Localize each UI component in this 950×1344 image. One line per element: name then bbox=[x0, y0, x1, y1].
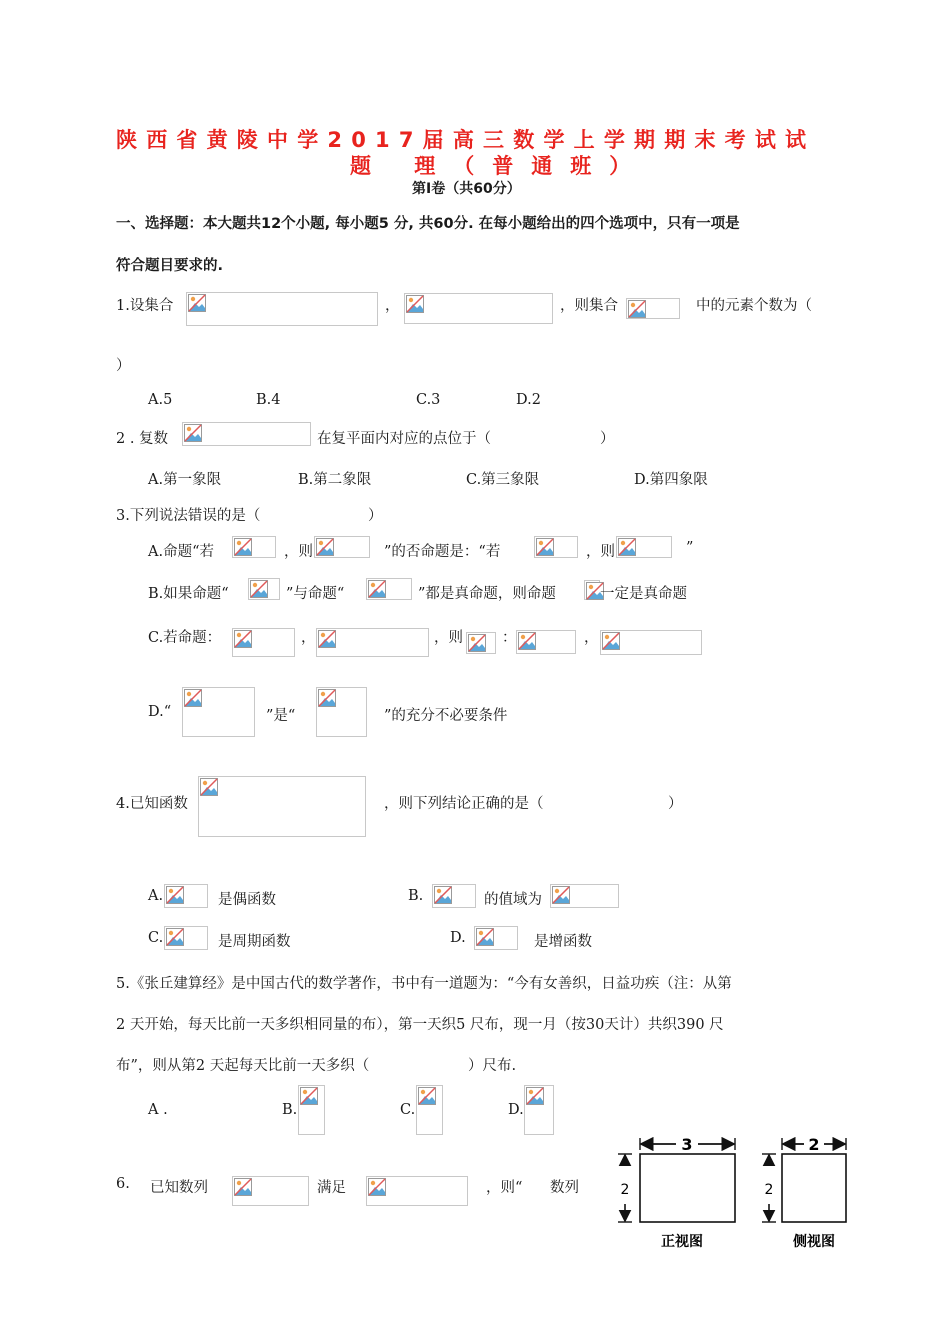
broken-image-icon bbox=[298, 1085, 325, 1135]
q1-text-4: 中的元素个数为（ bbox=[696, 298, 812, 314]
q3-c-text-3: ，则 bbox=[434, 630, 463, 646]
broken-image-icon bbox=[600, 630, 702, 655]
front-view-height-label: 2 bbox=[620, 1182, 630, 1198]
q3-a-text-2: ，则 bbox=[284, 544, 313, 560]
broken-image-icon bbox=[316, 628, 429, 657]
broken-image-icon bbox=[616, 536, 672, 558]
broken-image-icon bbox=[314, 536, 370, 558]
q3-a-text-4: ，则 bbox=[586, 544, 615, 560]
q3-c-text-4: ： bbox=[502, 630, 517, 646]
broken-image-icon bbox=[198, 776, 366, 837]
broken-image-icon bbox=[164, 884, 208, 908]
q3-c-text-5: ， bbox=[584, 630, 599, 646]
q3-d-text-3: ”的充分不必要条件 bbox=[384, 708, 508, 724]
broken-image-icon bbox=[416, 1085, 443, 1135]
section-instructions-2: 符合题目要求的. bbox=[116, 258, 224, 274]
q5-line-2: 2 天开始，每天比前一天多织相同量的布），第一天织5 尺布，现一月（按30天计）共织390 尺 bbox=[116, 1017, 724, 1033]
q5-option-c: C. bbox=[400, 1102, 416, 1118]
q4-option-c-label: C. bbox=[148, 930, 164, 946]
broken-image-icon bbox=[232, 1176, 309, 1206]
q4-option-d-label: D. bbox=[450, 930, 466, 946]
q2-option-a: A.第一象限 bbox=[148, 472, 222, 488]
broken-image-icon bbox=[626, 298, 680, 319]
broken-image-icon bbox=[248, 578, 280, 600]
q3-b-text-3: ”都是真命题，则命题 bbox=[418, 586, 556, 602]
title-line-2: 题 理（普通班） bbox=[350, 154, 649, 178]
q2-text-1: 2 . 复数 bbox=[116, 431, 169, 447]
q2-option-b: B.第二象限 bbox=[298, 472, 372, 488]
part-heading: 第Ⅰ卷（共60分） bbox=[412, 181, 521, 197]
section-instructions-1: 一、选择题：本大题共12个小题, 每小题5 分, 共60分. 在每小题给出的四个选项中，只有一项是 bbox=[116, 216, 740, 232]
front-view-rect bbox=[640, 1154, 735, 1222]
broken-image-icon bbox=[404, 293, 553, 324]
q4-option-a-label: A. bbox=[148, 888, 164, 904]
q2-option-d: D.第四象限 bbox=[634, 472, 708, 488]
q4-option-c-text: 是周期函数 bbox=[218, 934, 291, 950]
q2-option-c: C.第三象限 bbox=[466, 472, 540, 488]
broken-image-icon bbox=[534, 536, 578, 558]
q3-c-text-2: ， bbox=[301, 630, 316, 646]
title-line-1: 陕西省黄陵中学2017届高三数学上学期期末考试试 bbox=[116, 128, 816, 152]
q4-option-b-label: B. bbox=[408, 888, 424, 904]
q5-line-3: 布”，则从第2 天起每天比前一天多织（ bbox=[116, 1058, 370, 1074]
q2-text-3: ） bbox=[600, 431, 615, 447]
q6-text-2: 满足 bbox=[317, 1180, 346, 1196]
broken-image-icon bbox=[466, 632, 496, 654]
q6-text-4: 数列 bbox=[550, 1180, 579, 1196]
q4-option-b-text: 的值域为 bbox=[484, 892, 542, 908]
q5-line-1: 5.《张丘建算经》是中国古代的数学著作，书中有一道题为：“今有女善织，日益功疾（注：从第 bbox=[116, 976, 732, 992]
q1-option-d: D.2 bbox=[516, 392, 541, 408]
q1-paren-close: ） bbox=[116, 358, 131, 374]
broken-image-icon bbox=[164, 926, 208, 950]
q4-option-d-text: 是增函数 bbox=[534, 934, 592, 950]
q4-option-a-text: 是偶函数 bbox=[218, 892, 276, 908]
q3-b-text-1: B.如果命题“ bbox=[148, 586, 229, 602]
broken-image-icon bbox=[584, 580, 600, 600]
q5-option-d: D. bbox=[508, 1102, 524, 1118]
side-view-width-label: 2 bbox=[808, 1135, 820, 1154]
broken-image-icon bbox=[316, 687, 367, 737]
q3-c-text-1: C.若命题： bbox=[148, 630, 222, 646]
q1-option-a: A.5 bbox=[148, 392, 173, 408]
q5-option-a: A . bbox=[148, 1102, 168, 1118]
q5-line-3-close: ）尺布. bbox=[468, 1058, 517, 1074]
q3-b-text-2: ”与命题“ bbox=[286, 586, 345, 602]
broken-image-icon bbox=[232, 536, 276, 558]
front-view-width-label: 3 bbox=[681, 1135, 693, 1154]
broken-image-icon bbox=[366, 1176, 468, 1206]
broken-image-icon bbox=[516, 630, 576, 654]
q6-text-3: ，则“ bbox=[486, 1180, 523, 1196]
front-view-caption: 正视图 bbox=[661, 1234, 703, 1250]
broken-image-icon bbox=[432, 884, 476, 908]
q1-text-2: ， bbox=[385, 298, 400, 314]
q1-text-1: 1.设集合 bbox=[116, 298, 174, 314]
side-view-height-label: 2 bbox=[764, 1182, 774, 1198]
broken-image-icon bbox=[232, 628, 295, 657]
side-view-caption: 侧视图 bbox=[793, 1234, 835, 1250]
q6-text-1: 已知数列 bbox=[150, 1180, 208, 1196]
q3-d-text-2: ”是“ bbox=[266, 708, 296, 724]
side-view-rect bbox=[782, 1154, 846, 1222]
q3-b-text-4: 一定是真命题 bbox=[600, 586, 687, 602]
q2-text-2: 在复平面内对应的点位于（ bbox=[317, 431, 491, 447]
q1-text-3: ，则集合 bbox=[560, 298, 618, 314]
q1-option-b: B.4 bbox=[256, 392, 281, 408]
broken-image-icon bbox=[550, 884, 619, 908]
broken-image-icon bbox=[186, 292, 378, 326]
q3-d-text-1: D.“ bbox=[148, 704, 172, 720]
broken-image-icon bbox=[366, 578, 412, 600]
broken-image-icon bbox=[474, 926, 518, 950]
broken-image-icon bbox=[182, 687, 255, 737]
q4-text-2: ，则下列结论正确的是（ bbox=[384, 796, 544, 812]
q3-a-text-3: ”的否命题是：“若 bbox=[384, 544, 501, 560]
q3-stem: 3.下列说法错误的是（ bbox=[116, 508, 261, 524]
broken-image-icon bbox=[524, 1085, 554, 1135]
broken-image-icon bbox=[182, 422, 311, 446]
q1-option-c: C.3 bbox=[416, 392, 441, 408]
q3-a-text-1: A.命题“若 bbox=[148, 544, 214, 560]
q4-text-3: ） bbox=[668, 796, 683, 812]
three-view-figure bbox=[610, 1134, 860, 1254]
q6-number: 6. bbox=[116, 1176, 130, 1192]
q4-text-1: 4.已知函数 bbox=[116, 796, 188, 812]
q3-a-text-5: ” bbox=[686, 540, 694, 556]
q5-option-b: B. bbox=[282, 1102, 298, 1118]
q3-stem-close: ） bbox=[368, 508, 383, 524]
